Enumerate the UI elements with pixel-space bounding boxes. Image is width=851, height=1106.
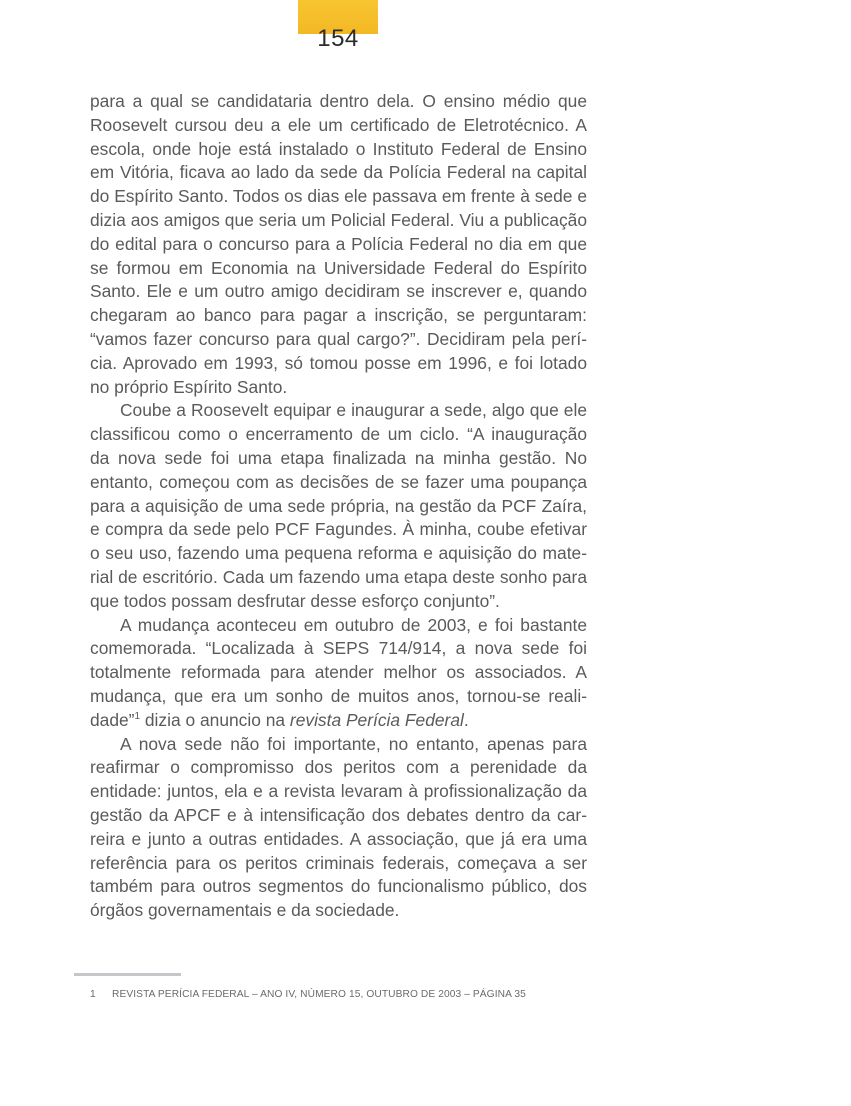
page-number: 154 [317, 25, 359, 52]
paragraph-3-end: . [463, 709, 469, 730]
paragraph-1: para a qual se candidataria dentro dela. O ensino médio que Roosevelt cursou deu a ele um certificado de Eletrotécnico. A escola, onde hoje está instalado o Instituto Federal de Ensino em Vitória, ficava ao lado da sede da Polícia Federal na capital do Espírito Santo. Todos os dias ele passava em frente à sede e dizia aos amigos que seria um Policial Federal. Viu a publicação do edital para o concurso para a Polícia Federal no dia em que se formou em Economia na Universidade Federal do Espírito Santo. Ele e um outro amigo decidiram se inscrever e, quando chegaram ao banco para pagar a inscrição, se perguntaram: “vamos fazer concurso para qual cargo?”. Decidiram pela perícia. Aprovado em 1993, só tomou posse em 1996, e foi lotado no próprio Espírito Santo. [90, 91, 587, 397]
footnote-text: REVISTA PERÍCIA FEDERAL – ANO IV, NÚMERO 15, OUTUBRO DE 2003 – PÁGINA 35 [112, 989, 526, 1000]
body-text [90, 90, 587, 923]
paragraph-3-mid: dizia o anuncio na [140, 709, 290, 730]
paragraph-2: Coube a Roosevelt equipar e inaugurar a sede, algo que ele classificou como o encerramento de um ciclo. “A inauguração da nova sede foi uma etapa finalizada na minha gestão. No entanto, começou com as decisões de se fazer uma poupança para a aquisição de uma sede própria, na gestão da PCF Zaíra, e compra da sede pelo PCF Fagundes. À minha, coube efetivar o seu uso, fazendo uma pequena reforma e aquisição do material de escritório. Cada um fazendo uma etapa deste sonho para que todos possam desfrutar desse esforço conjunto”. [90, 400, 587, 611]
magazine-title: revista Perícia Federal [289, 709, 464, 730]
footnote-divider [74, 973, 181, 976]
paragraph-4: A nova sede não foi importante, no entanto, apenas para reafirmar o compromisso dos peritos com a perenidade da entidade: juntos, ela e a revista levaram à profissionalização da gestão da APCF e à intensificação dos debates dentro da carreira e junto a outras entidades. A associação, que já era uma referência para os peritos criminais federais, começava a ser também para outros segmentos do funcionalismo público, dos órgãos governamentais e da sociedade. [90, 733, 587, 921]
footnote-number: 1 [90, 989, 96, 1000]
paragraph-3 [90, 614, 587, 733]
footnote [90, 988, 526, 1001]
footnote-reference: 1 [134, 710, 141, 722]
paragraph-3-text: A mudança aconteceu em outubro de 2003, e foi bastante comemorada. “Localizada à SEPS 714/914, a nova sede foi totalmente reformada para atender melhor os associados. A mudança, que era um sonho de muitos anos, tornou-se realidade” [90, 614, 587, 730]
